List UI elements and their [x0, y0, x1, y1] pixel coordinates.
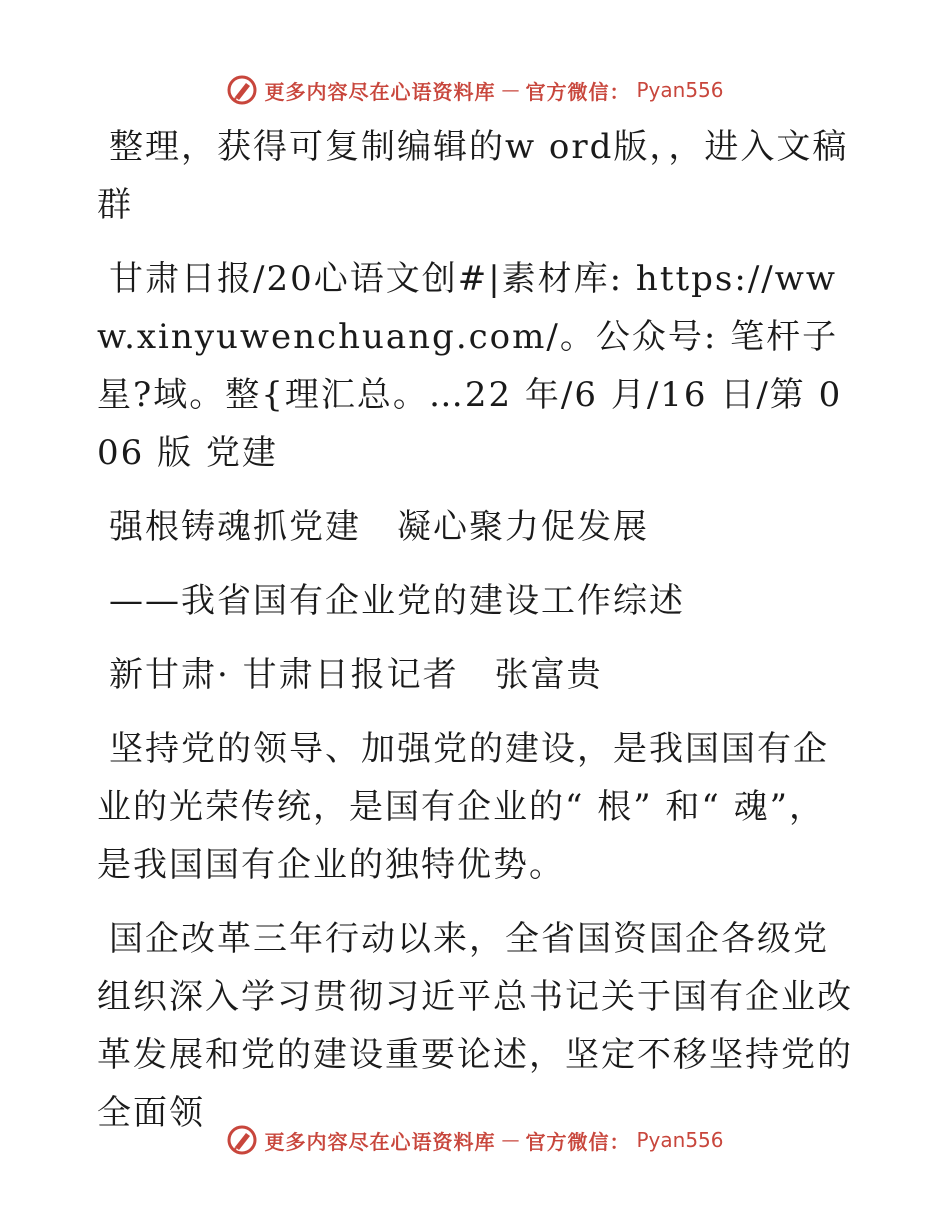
- header-banner-separator: —: [501, 79, 520, 101]
- header-banner-inner: [226, 74, 723, 106]
- article-title: 强根铸魂抓党建 凝心聚力促发展: [109, 507, 649, 547]
- header-banner: [0, 70, 950, 110]
- footer-banner-text: 更多内容尽在心语资料库: [264, 1129, 496, 1154]
- header-banner-text: 更多内容尽在心语资料库: [264, 79, 496, 104]
- footer-wechat-handle: Pyan556: [636, 1128, 724, 1152]
- footer-banner-inner: [226, 1124, 723, 1156]
- footer-wechat-label: 官方微信：: [525, 1129, 631, 1154]
- header-wechat-label: 官方微信：: [525, 79, 631, 104]
- article-subtitle: ——我省国有企业党的建设工作综述: [109, 581, 685, 621]
- pen-logo-icon: [226, 74, 258, 106]
- header-wechat-handle: Pyan556: [636, 78, 724, 102]
- paragraph-body-2: 国企改革三年行动以来，全省国资国企各级党组织深入学习贯彻习近平总书记关于国有企业改革发展和党的建设重要论述，坚定不移坚持党的全面领: [97, 919, 853, 1133]
- article-byline: 新甘肃· 甘肃日报记者 张富贵: [109, 655, 603, 695]
- pen-logo-icon: [226, 1124, 258, 1156]
- paragraph-source: 甘肃日报/20心语文创#|素材库: https://www.xinyuwenchuang.com/。公众号: 笔杆子星?域。整{理汇总。…22 年/6 月/16 日/第 006 版 党建: [97, 259, 843, 473]
- paragraph-body-1: 坚持党的领导、加强党的建设，是我国国有企业的光荣传统，是国有企业的“ 根” 和“ 魂”，是我国国有企业的独特优势。: [97, 729, 829, 885]
- document-body: [97, 118, 857, 1158]
- footer-banner-separator: —: [501, 1129, 520, 1151]
- footer-banner: [0, 1120, 950, 1160]
- paragraph-intro: 整理，获得可复制编辑的w ord版，，进入文稿群: [97, 127, 849, 225]
